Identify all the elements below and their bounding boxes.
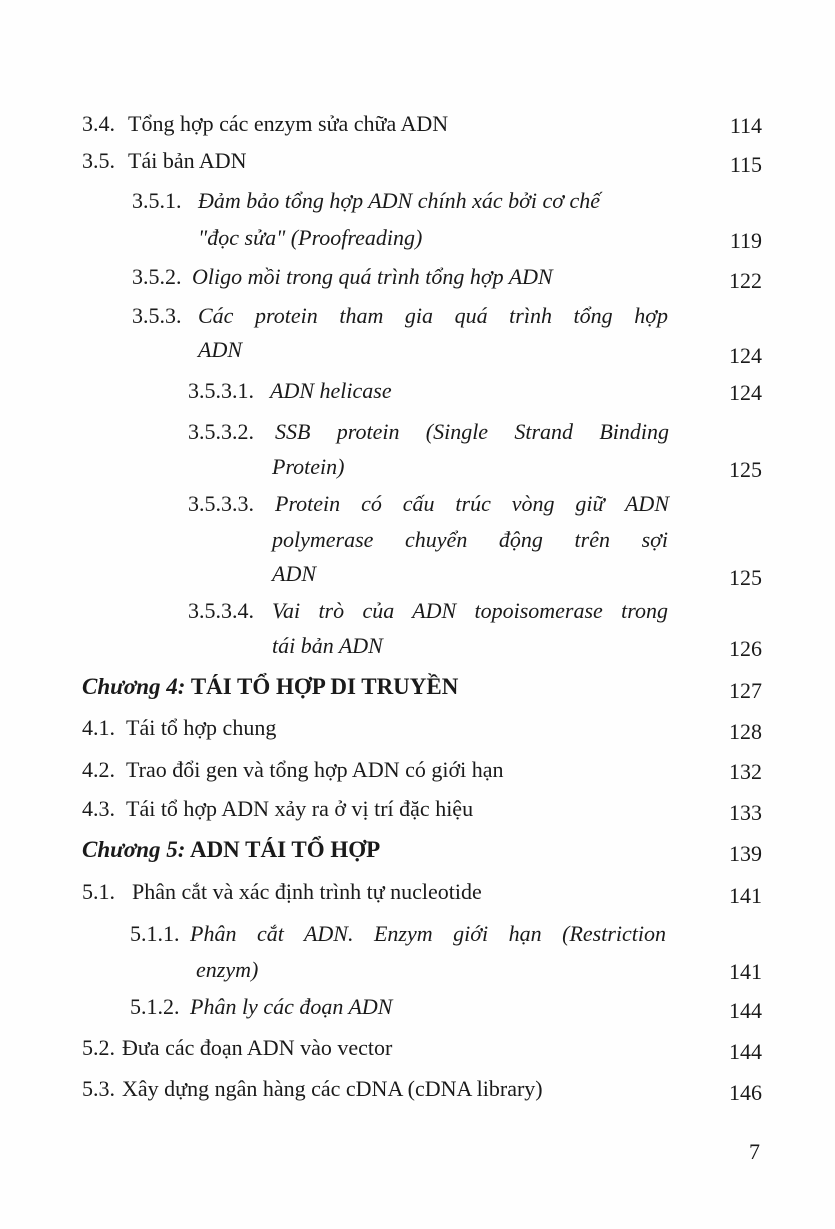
- toc-entry-number: 3.5.3.1.: [188, 378, 254, 403]
- toc-entry-title-continuation: "đọc sửa" (Proofreading): [198, 225, 423, 250]
- toc-entry-3-5-2: [0, 263, 835, 293]
- toc-entry-number: 5.2.: [82, 1035, 115, 1060]
- toc-entry-4-3: [0, 795, 835, 825]
- chapter-title: ADN TÁI TỔ HỢP: [189, 837, 381, 862]
- toc-entry-page: 124: [729, 380, 762, 405]
- toc-entry-number: 3.5.3.3.: [188, 491, 254, 516]
- toc-entry-4-2: [0, 756, 835, 786]
- toc-entry-page: 132: [729, 759, 762, 784]
- chapter-label: Chương 4:: [82, 674, 186, 699]
- toc-entry-page: 144: [729, 1039, 762, 1064]
- toc-entry-title-continuation: ADN: [198, 337, 242, 362]
- toc-entry-number: 3.5.3.2.: [188, 419, 254, 444]
- toc-entry-title: Protein có cấu trúc vòng giữ ADN: [275, 491, 669, 516]
- toc-entry-4-1: [0, 714, 835, 744]
- toc-entry-title: Xây dựng ngân hàng các cDNA (cDNA library): [122, 1076, 543, 1101]
- toc-entry-3-4: [0, 110, 835, 140]
- toc-entry-number: 4.3.: [82, 796, 115, 821]
- toc-entry-page: 126: [729, 636, 762, 661]
- toc-chapter-5: [0, 836, 835, 866]
- toc-entry-page: 141: [729, 959, 762, 984]
- toc-entry-number: 3.5.2.: [132, 264, 182, 289]
- toc-entry-page: 139: [729, 841, 762, 866]
- toc-entry-title: Đưa các đoạn ADN vào vector: [122, 1035, 393, 1060]
- toc-entry-number: 4.2.: [82, 757, 115, 782]
- toc-entry-number: 5.3.: [82, 1076, 115, 1101]
- toc-entry-3-5-3: [0, 302, 835, 368]
- toc-entry-number: 3.5.1.: [132, 188, 182, 213]
- toc-entry-page: 125: [729, 565, 762, 590]
- toc-entry-page: 144: [729, 998, 762, 1023]
- toc-entry-3-5-3-4: [0, 597, 835, 661]
- toc-chapter-4: [0, 673, 835, 703]
- toc-entry-number: 4.1.: [82, 715, 115, 740]
- toc-entry-5-1-1: [0, 920, 835, 984]
- toc-entry-3-5-1: [0, 187, 835, 253]
- toc-entry-title: Các protein tham gia quá trình tổng hợp: [198, 303, 668, 328]
- toc-entry-3-5-3-3: [0, 490, 835, 590]
- toc-entry-3-5: [0, 147, 835, 177]
- page-number: 7: [749, 1139, 760, 1164]
- toc-entry-title: Tái tổ hợp chung: [126, 715, 277, 740]
- toc-entry-title: Trao đổi gen và tổng hợp ADN có giới hạn: [126, 757, 504, 782]
- toc-entry-5-1: [0, 878, 835, 908]
- toc-entry-number: 3.4.: [82, 111, 115, 136]
- toc-entry-3-5-3-1: [0, 377, 835, 407]
- toc-entry-title-continuation: ADN: [272, 561, 316, 586]
- chapter-heading: [82, 673, 458, 701]
- chapter-label: Chương 5:: [82, 837, 186, 862]
- toc-entry-title-continuation: tái bản ADN: [272, 633, 383, 658]
- toc-entry-number: 5.1.2.: [130, 994, 180, 1019]
- toc-entry-title: Vai trò của ADN topoisomerase trong: [272, 598, 668, 623]
- toc-entry-title: Đảm bảo tổng hợp ADN chính xác bởi cơ chế: [198, 188, 601, 213]
- toc-entry-title: Oligo mồi trong quá trình tổng hợp ADN: [192, 264, 553, 289]
- toc-entry-title: Tái bản ADN: [128, 148, 247, 173]
- toc-entry-page: 128: [729, 719, 762, 744]
- toc-entry-page: 141: [729, 883, 762, 908]
- toc-entry-title-continuation: enzym): [196, 957, 259, 982]
- toc-entry-title-continuation: Protein): [272, 454, 345, 479]
- toc-entry-page: 146: [729, 1080, 762, 1105]
- toc-entry-number: 5.1.1.: [130, 921, 180, 946]
- toc-entry-number: 3.5.: [82, 148, 115, 173]
- toc-entry-title: Phân cắt và xác định trình tự nucleotide: [132, 879, 482, 904]
- toc-entry-title: Phân cắt ADN. Enzym giới hạn (Restriction: [190, 921, 666, 946]
- toc-entry-title-continuation: polymerase chuyển động trên sợi: [272, 527, 668, 552]
- toc-entry-number: 3.5.3.: [132, 303, 182, 328]
- toc-entry-page: 125: [729, 457, 762, 482]
- toc-entry-title: Tổng hợp các enzym sửa chữa ADN: [128, 111, 449, 136]
- toc-entry-page: 119: [729, 228, 762, 253]
- chapter-heading: [82, 836, 380, 864]
- toc-entry-title: Phân ly các đoạn ADN: [190, 994, 393, 1019]
- toc-entry-5-3: [0, 1075, 835, 1105]
- toc-entry-page: 115: [729, 152, 762, 177]
- toc-entry-page: 133: [729, 800, 762, 825]
- toc-entry-3-5-3-2: [0, 418, 835, 482]
- toc-entry-page: 114: [729, 113, 762, 138]
- toc-entry-title: SSB protein (Single Strand Binding: [275, 419, 669, 444]
- chapter-title: TÁI TỔ HỢP DI TRUYỀN: [190, 674, 459, 699]
- toc-entry-title: ADN helicase: [270, 378, 392, 403]
- toc-entry-page: 122: [729, 268, 762, 293]
- toc-entry-5-2: [0, 1034, 835, 1064]
- toc-entry-number: 5.1.: [82, 879, 115, 904]
- toc-entry-5-1-2: [0, 993, 835, 1023]
- toc-entry-page: 127: [729, 678, 762, 703]
- toc-entry-number: 3.5.3.4.: [188, 598, 254, 623]
- toc-entry-page: 124: [729, 343, 762, 368]
- toc-entry-title: Tái tổ hợp ADN xảy ra ở vị trí đặc hiệu: [126, 796, 474, 821]
